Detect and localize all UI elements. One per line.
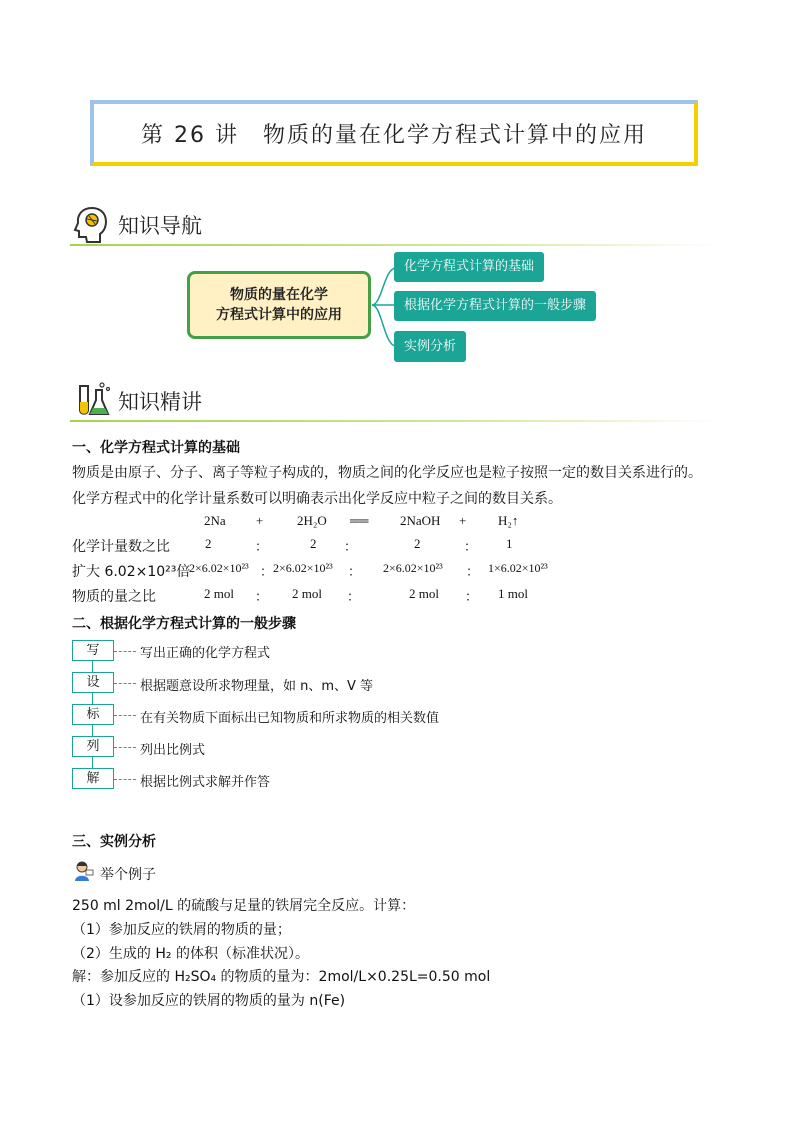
example-label: 举个例子: [100, 867, 156, 883]
step-dash: [114, 715, 136, 716]
section-underline: [70, 244, 720, 246]
paragraph-2: 化学方程式中的化学计量系数可以明确表示出化学反应中粒子之间的数目关系。: [72, 491, 562, 507]
step-text-assume: 根据题意设所求物理量，如 n、m、V 等: [140, 679, 374, 694]
eq-term-na: 2Na: [204, 513, 226, 528]
section-title-nav: 知识导航: [118, 214, 202, 238]
eq-arrow: ══: [350, 513, 369, 528]
ratio-colon: ：: [255, 590, 269, 605]
ratio-value: 2: [414, 536, 421, 551]
ratio-colon: ：: [347, 590, 361, 605]
eq-term-naoh: 2NaOH: [400, 513, 441, 528]
section-underline: [70, 420, 720, 422]
example-line: 解：参加反应的 H₂SO₄ 的物质的量为：2mol/L×0.25L=0.50 mol: [72, 969, 491, 985]
ratio-colon: ：: [260, 565, 274, 580]
example-line: （1）设参加反应的铁屑的物质的量为 n(Fe): [72, 993, 346, 1009]
section-header-lecture: [70, 382, 720, 422]
ratio-label: 化学计量数之比: [72, 539, 170, 555]
step-key-write: 写: [72, 640, 114, 661]
heading-part1: 一、化学方程式计算的基础: [72, 440, 240, 456]
ratio-value: 2 mol: [409, 586, 439, 601]
eq-term-h2o: 2H₂O: [297, 513, 327, 528]
step-key-ratio: 列: [72, 736, 114, 757]
step-text-ratio: 列出比例式: [140, 743, 206, 758]
step-dash: [114, 651, 136, 652]
ratio-value: 1 mol: [498, 586, 528, 601]
mindmap-node-basics: 化学方程式计算的基础: [394, 252, 544, 282]
ratio-value: 2: [205, 536, 212, 551]
ratio-value: 2 mol: [292, 586, 322, 601]
mindmap-root-line2: 方程式计算中的应用: [216, 307, 342, 323]
step-dash: [114, 747, 136, 748]
ratio-colon: ：: [255, 540, 269, 555]
brain-head-icon: [72, 204, 112, 244]
ratio-value: 2 mol: [204, 586, 234, 601]
eq-term-h2: H₂↑: [498, 513, 519, 528]
heading-part3: 三、实例分析: [72, 834, 156, 850]
title-banner: [90, 100, 698, 166]
mindmap-node-steps: 根据化学方程式计算的一般步骤: [394, 291, 596, 321]
eq-plus-2: +: [459, 513, 467, 528]
flask-icon: [72, 380, 112, 420]
ratio-colon: ：: [465, 590, 479, 605]
ratio-label: 物质的量之比: [72, 589, 156, 605]
ratio-colon: ：: [348, 565, 362, 580]
ratio-value: 2×6.02×10²³: [273, 561, 333, 575]
step-text-solve: 根据比例式求解并作答: [140, 775, 271, 790]
example-line: （1）参加反应的铁屑的物质的量；: [72, 922, 291, 938]
ratio-value: 2×6.02×10²³: [383, 561, 443, 575]
paragraph-1: 物质是由原子、分子、离子等粒子构成的，物质之间的化学反应也是粒子按照一定的数目关系进行的。: [72, 465, 702, 481]
ratio-value: 2: [310, 536, 317, 551]
ratio-label: 扩大 6.02×10²³倍: [72, 564, 191, 580]
step-text-label: 在有关物质下面标出已知物质和所求物质的相关数值: [140, 711, 440, 726]
ratio-value: 1: [506, 536, 513, 551]
ratio-value: 1×6.02×10²³: [488, 561, 548, 575]
teacher-avatar-icon: [72, 860, 94, 882]
section-header-nav: [70, 206, 720, 246]
ratio-colon: ：: [466, 565, 480, 580]
example-line: 250 ml 2mol/L 的硫酸与足量的铁屑完全反应。计算：: [72, 898, 416, 914]
ratio-value: 2×6.02×10²³: [189, 561, 249, 575]
mindmap-root-line1: 物质的量在化学: [230, 287, 328, 303]
step-dash: [114, 683, 136, 684]
mindmap-node-examples: 实例分析: [394, 331, 466, 362]
ratio-colon: ：: [464, 540, 478, 555]
ratio-row-coeff: [0, 536, 793, 556]
step-text-write: 写出正确的化学方程式: [140, 646, 271, 661]
step-dash: [114, 779, 136, 780]
ratio-row-moles: [0, 586, 793, 606]
ratio-row-avogadro: [0, 561, 793, 581]
equation-row: [0, 513, 793, 533]
heading-part2: 二、根据化学方程式计算的一般步骤: [72, 616, 296, 632]
eq-plus-1: +: [256, 513, 264, 528]
ratio-colon: ：: [344, 540, 358, 555]
example-line: （2）生成的 H₂ 的体积（标准状况）。: [72, 946, 309, 962]
step-key-label: 标: [72, 704, 114, 725]
step-key-assume: 设: [72, 672, 114, 693]
section-title-lecture: 知识精讲: [118, 390, 202, 414]
page-title: 第 26 讲 物质的量在化学方程式计算中的应用: [141, 122, 647, 148]
step-key-solve: 解: [72, 768, 114, 789]
mindmap-root: [187, 271, 371, 339]
